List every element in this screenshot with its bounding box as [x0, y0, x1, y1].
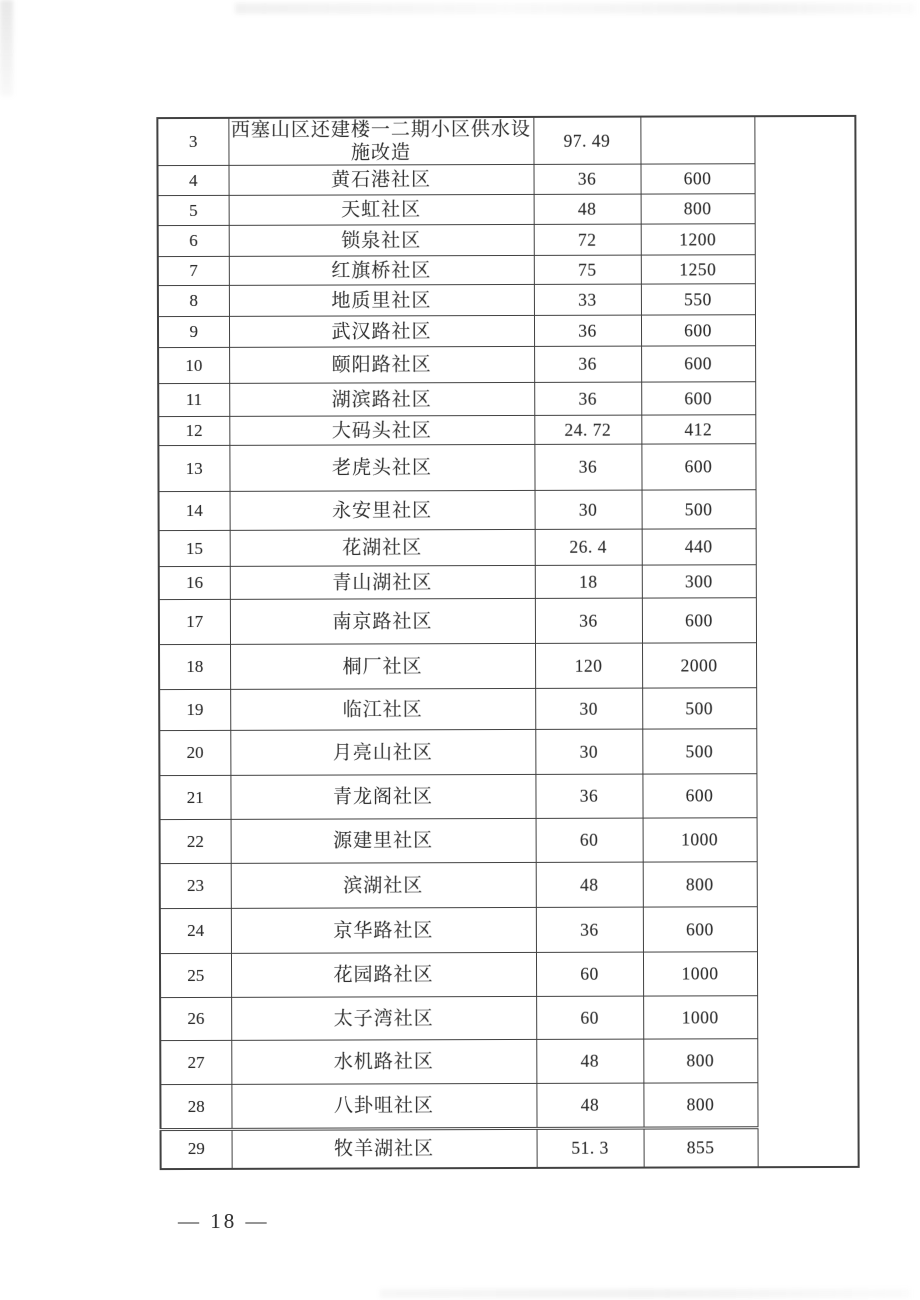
cell-value-1: 48 [536, 1083, 643, 1128]
cell-value-1: 30 [535, 729, 642, 774]
cell-row-number: 28 [160, 1084, 231, 1129]
table-row [157, 116, 855, 166]
cell-row-number: 25 [160, 953, 231, 997]
cell-project-name: 滨湖社区 [231, 862, 536, 908]
table-row [159, 642, 857, 689]
cell-value-1: 18 [535, 565, 642, 598]
cell-row-number: 29 [161, 1129, 232, 1168]
cell-value-1: 48 [534, 194, 641, 224]
cell-value-1: 36 [533, 164, 640, 194]
cell-value-2: 1000 [643, 818, 757, 862]
cell-row-number: 3 [157, 118, 228, 166]
table-row [159, 528, 857, 566]
cell-project-name: 老虎头社区 [229, 444, 534, 491]
cell-row-number: 10 [158, 347, 229, 383]
cell-row-number: 24 [160, 908, 231, 953]
cell-value-2: 440 [642, 529, 756, 565]
table-row [159, 728, 857, 775]
cell-project-name: 太子湾社区 [231, 996, 536, 1040]
cell-value-1: 36 [536, 907, 643, 952]
table-row [158, 223, 856, 256]
cell-project-name: 京华路社区 [231, 907, 536, 953]
cell-value-1: 48 [536, 862, 643, 907]
cell-project-name: 青龙阁社区 [230, 774, 535, 819]
cell-value-1: 30 [535, 688, 642, 729]
table-row [158, 381, 856, 416]
cell-value-1: 48 [536, 1039, 643, 1083]
table-row [158, 283, 856, 316]
cell-value-1: 36 [534, 382, 641, 415]
cell-row-number: 16 [159, 566, 230, 599]
cell-project-name: 颐阳路社区 [229, 346, 534, 383]
cell-project-name: 锁泉社区 [229, 224, 534, 256]
cell-row-number: 23 [160, 863, 231, 908]
cell-value-2: 550 [641, 284, 755, 315]
cell-project-name: 水机路社区 [231, 1039, 536, 1084]
table-row [158, 414, 856, 445]
cell-row-number: 20 [159, 730, 230, 775]
cell-value-2: 800 [641, 194, 755, 224]
table-row [160, 995, 858, 1040]
cell-value-1: 26. 4 [535, 529, 642, 565]
table-row [158, 345, 856, 383]
table-row [159, 597, 857, 644]
cell-value-1: 97. 49 [533, 117, 640, 165]
cell-value-2: 500 [642, 490, 756, 529]
cell-project-name: 地质里社区 [229, 284, 534, 316]
cell-value-2: 600 [640, 164, 754, 194]
cell-value-2: 412 [641, 415, 755, 444]
cell-project-name: 源建里社区 [231, 818, 536, 863]
cell-value-2: 2000 [642, 643, 756, 688]
cell-value-2: 500 [642, 688, 756, 729]
cell-value-2: 600 [641, 315, 755, 346]
cell-project-name: 花湖社区 [230, 529, 535, 566]
cell-project-name: 湖滨路社区 [229, 382, 534, 416]
cell-value-2: 600 [641, 382, 755, 415]
cell-row-number: 5 [158, 195, 229, 225]
cell-row-number: 14 [159, 491, 230, 530]
cell-value-2: 500 [642, 729, 756, 774]
cell-value-1: 120 [535, 643, 642, 688]
cell-row-number: 22 [160, 819, 231, 863]
cell-row-number: 17 [159, 599, 230, 644]
cell-value-2: 800 [643, 1083, 757, 1128]
cell-row-number: 19 [159, 689, 230, 730]
cell-row-number: 6 [158, 225, 229, 256]
table-row [160, 951, 858, 997]
cell-value-1: 75 [534, 255, 641, 284]
table-row [160, 817, 858, 863]
cell-value-1: 60 [536, 952, 643, 996]
table-row [159, 687, 857, 730]
cell-project-name: 南京路社区 [230, 598, 535, 644]
cell-value-2: 1000 [643, 952, 757, 996]
table-row [159, 564, 857, 599]
cell-row-number: 7 [158, 256, 229, 285]
table-row [158, 314, 856, 347]
cell-value-2: 800 [643, 1039, 757, 1083]
table-row [158, 254, 856, 285]
cell-row-number: 8 [158, 285, 229, 316]
cell-project-name: 黄石港社区 [229, 164, 534, 195]
cell-value-2: 600 [641, 444, 755, 490]
cell-value-1: 36 [535, 598, 642, 643]
cell-row-number: 9 [158, 316, 229, 347]
cell-row-number: 15 [159, 530, 230, 566]
cell-row-number: 4 [158, 165, 229, 195]
cell-project-name: 牧羊湖社区 [232, 1128, 537, 1168]
project-table-body [157, 116, 858, 1169]
cell-project-name: 桐厂社区 [230, 643, 535, 689]
cell-value-2: 600 [642, 774, 756, 818]
table-row [159, 773, 857, 819]
cell-value-1: 36 [534, 315, 641, 346]
cell-value-2: 800 [643, 862, 757, 907]
table-row [160, 906, 858, 953]
cell-project-name: 八卦咀社区 [231, 1083, 536, 1129]
cell-value-1: 36 [535, 774, 642, 818]
table-row [161, 1127, 859, 1168]
cell-row-number: 18 [159, 644, 230, 689]
cell-value-1: 60 [536, 996, 643, 1039]
cell-row-number: 26 [160, 997, 231, 1040]
cell-value-2: 300 [642, 565, 756, 598]
cell-project-name: 大码头社区 [229, 415, 534, 445]
cell-value-2: 1000 [643, 996, 757, 1039]
project-table [156, 115, 859, 1170]
cell-project-name: 红旗桥社区 [229, 255, 534, 285]
cell-project-name: 月亮山社区 [230, 729, 535, 775]
cell-value-2: 600 [643, 907, 757, 952]
cell-value-1: 36 [534, 346, 641, 382]
cell-project-name: 临江社区 [230, 688, 535, 730]
table-row [158, 443, 856, 491]
scan-artifact-top [235, 3, 915, 14]
scan-artifact-left [0, 0, 13, 96]
cell-row-number: 11 [158, 383, 229, 416]
cell-project-name: 永安里社区 [230, 490, 535, 530]
cell-value-2 [640, 116, 754, 164]
cell-value-1: 36 [534, 444, 641, 490]
cell-row-number: 12 [158, 416, 229, 445]
scan-artifact-bottom [380, 1289, 910, 1298]
cell-value-1: 60 [536, 818, 643, 862]
cell-project-name: 青山湖社区 [230, 565, 535, 599]
cell-value-2: 600 [641, 346, 755, 382]
table-row [160, 1038, 858, 1084]
cell-value-2: 855 [644, 1128, 758, 1167]
cell-value-1: 33 [534, 284, 641, 315]
cell-row-number: 27 [160, 1040, 231, 1084]
cell-row-number: 21 [159, 775, 230, 819]
cell-value-2: 1250 [641, 255, 755, 284]
cell-value-1: 51. 3 [537, 1128, 644, 1167]
page-number: — 18 — [178, 1209, 270, 1233]
table-row [159, 489, 857, 530]
cell-row-number: 13 [158, 445, 229, 491]
table-row [160, 861, 858, 908]
empty-column-cell [754, 116, 858, 1167]
cell-value-1: 24. 72 [534, 415, 641, 444]
cell-value-2: 600 [642, 598, 756, 643]
cell-project-name: 天虹社区 [229, 194, 534, 225]
cell-value-1: 30 [535, 490, 642, 529]
cell-project-name: 西塞山区还建楼一二期小区供水设施改造 [228, 117, 533, 165]
cell-project-name: 武汉路社区 [229, 315, 534, 347]
table-row [158, 193, 856, 225]
cell-value-2: 1200 [641, 224, 755, 255]
table-row [160, 1082, 858, 1129]
cell-value-1: 72 [534, 224, 641, 255]
table-row [158, 163, 856, 195]
cell-project-name: 花园路社区 [231, 952, 536, 997]
